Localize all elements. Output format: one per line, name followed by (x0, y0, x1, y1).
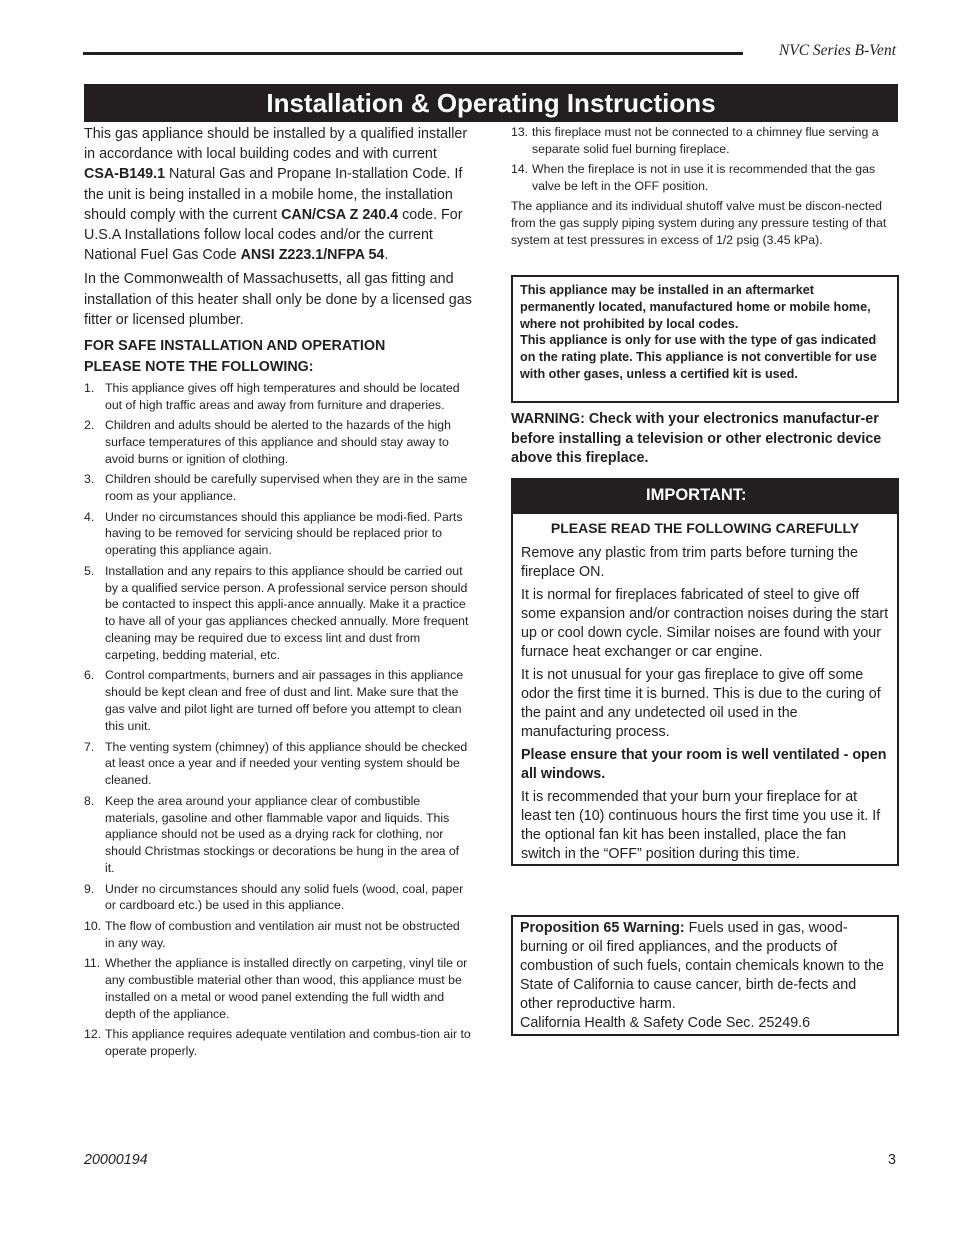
list-item-text: Children and adults should be alerted to the hazards of the high surface temperatures of this appliance and should stay away to avoid burns or ignition of clothing. (105, 418, 451, 467)
important-box (511, 478, 899, 866)
list-item (84, 563, 472, 664)
list-item-number: 9. (84, 881, 95, 896)
prop65-warning: Proposition 65 Warning: Fuels used in gas, wood-burning or oil fired appliances, and the products of combustion of such fuels, contain chemicals known to the State of California to cause cancer, birth de-fects and other reproductive harm. California Health & Safety Code Sec. 25249.6 (511, 915, 899, 1036)
list-item-number: 11. (84, 955, 101, 970)
list-item-text: Under no circumstances should any solid fuels (wood, coal, paper or cardboard etc.) be used in this appliance. (105, 881, 464, 913)
list-item (84, 881, 472, 915)
list-item-number: 1. (84, 381, 95, 396)
list-item-text: Whether the appliance is installed directly on carpeting, vinyl tile or any combustible material other than wood, this appliance must be installed on a metal or wood panel extending the full width and depth of the appliance. (105, 955, 468, 1021)
important-p5: It is recommended that your burn your fireplace for at least ten (10) continuous hours the first time you use it. If the optional fan kit has been installed, place the fan switch in the “OFF” position during this time. (521, 789, 881, 862)
list-item-text: Children should be carefully supervised when they are in the same room as your appliance. (105, 472, 468, 504)
mobile-home-notice: This appliance may be installed in an aftermarket permanently located, manufactured home or mobile home, where not prohibited by local codes. This appliance is only for use with the type of gas indicated on the rating plate. This appliance is not convertible for use with other gases, unless a certified kit is used. (511, 275, 899, 403)
list-item-number: 4. (84, 509, 95, 524)
list-item (511, 124, 899, 158)
important-p1: Remove any plastic from trim parts before turning the fireplace ON. (521, 545, 858, 580)
list-item-number: 5. (84, 563, 95, 578)
important-p2: It is normal for fireplaces fabricated of steel to give off some expansion and/or contraction noises during the start up or cool down cycle. Similar noises are found with your furnace heat exchanger or car engine. (521, 587, 889, 660)
list-item-number: 2. (84, 418, 95, 433)
safe-install-heading: FOR SAFE INSTALLATION AND OPERATION PLEASE NOTE THE FOLLOWING: (84, 338, 386, 376)
page-number: 3 (888, 1152, 896, 1168)
list-item (84, 380, 472, 414)
safety-list-continued (511, 124, 899, 195)
right-column (511, 124, 899, 249)
list-item (84, 1026, 472, 1060)
list-item (84, 417, 472, 468)
list-item-text: Installation and any repairs to this appliance should be carried out by a qualified service person. A professional service person should be contacted to inspect this appli-ance annually. Make it a practice to have all of your gas appliances checked annually. More frequent cleaning may be required due to excess lint and dust from carpeting, bedding material, etc. (105, 563, 469, 663)
header-rule (83, 52, 743, 55)
list-item-text: The flow of combustion and ventilation air must not be obstructed in any way. (105, 918, 460, 950)
list-item-text: This appliance requires adequate ventilation and combus-tion air to operate properly. (105, 1026, 471, 1058)
list-item-text: This appliance gives off high temperatures and should be located out of high traffic areas and away from furniture and draperies. (105, 381, 460, 412)
intro-paragraph: This gas appliance should be installed by a qualified installer in accordance with local building codes and with current CSA-B149.1 Natural Gas and Propane In-stallation Code. If the unit is being installed in a mobile home, the installation should comply with the current CAN/CSA Z 240.4 code. For U.S.A Installations follow local codes and/or the current National Fuel Gas Code ANSI Z223.1/NFPA 54. (84, 126, 468, 264)
list-item-number: 10. (84, 918, 102, 933)
list-item-number: 3. (84, 472, 95, 487)
list-item-number: 8. (84, 793, 95, 808)
list-item-text: Keep the area around your appliance clear of combustible materials, gasoline and other flammable vapor and liquids. This appliance should not be used as a drying rack for clothing, nor should Christmas stockings or decorations be hung in the area of it. (105, 793, 460, 876)
important-heading: IMPORTANT: (513, 480, 897, 514)
page-title: Installation & Operating Instructions (84, 84, 898, 122)
list-item (84, 667, 472, 735)
list-item-text: Control compartments, burners and air passages in this appliance should be kept clean and free of dust and lint. Make sure that the gas valve and pilot light are turned off before you attempt to clean this unit. (105, 668, 464, 734)
list-item (84, 918, 472, 952)
part-number: 20000194 (84, 1152, 148, 1168)
list-item (511, 161, 899, 195)
safety-list (84, 380, 472, 1060)
list-item (84, 793, 472, 878)
list-item (84, 955, 472, 1023)
electronics-warning: WARNING: Check with your electronics manufactur-er before installing a television or other electronic device above this fireplace. (511, 411, 882, 466)
list-item (84, 509, 472, 560)
list-item-number: 6. (84, 668, 95, 683)
list-item-text: The venting system (chimney) of this appliance should be checked at least once a year and if needed your venting system should be cleaned. (105, 739, 468, 788)
important-p4: Please ensure that your room is well ventilated - open all windows. (521, 747, 887, 782)
important-subheading: PLEASE READ THE FOLLOWING CAREFULLY (550, 520, 860, 536)
shutoff-paragraph: The appliance and its individual shutoff valve must be discon-nected from the gas supply piping system during any pressure testing of that system at test pressures in excess of 1/2 psig (3.45 kPa). (511, 199, 887, 247)
list-item-number: 7. (84, 739, 95, 754)
list-item-text: Under no circumstances should this appliance be modi-fied. Parts having to be removed for servicing should be replaced prior to operating this appliance again. (105, 509, 463, 558)
list-item-text: this fireplace must not be connected to a chimney flue serving a separate solid fuel burning fireplace. (532, 125, 879, 156)
list-item-number: 14. (511, 162, 529, 176)
list-item (84, 471, 472, 505)
list-item-number: 13. (511, 125, 529, 139)
list-item-text: When the fireplace is not in use it is recommended that the gas valve be left in the OFF position. (532, 162, 876, 193)
left-column (84, 124, 472, 1063)
list-item-number: 12. (84, 1026, 102, 1041)
list-item (84, 739, 472, 790)
massachusetts-paragraph: In the Commonwealth of Massachusetts, all gas fitting and installation of this heater shall only be done by a licensed gas fitter or licensed plumber. (84, 271, 472, 328)
important-p3: It is not unusual for your gas fireplace to give off some odor the first time it is burned. This is due to the curing of the paint and any undetected oil used in the manufacturing process. (521, 667, 881, 740)
series-name: NVC Series B-Vent (778, 42, 896, 59)
